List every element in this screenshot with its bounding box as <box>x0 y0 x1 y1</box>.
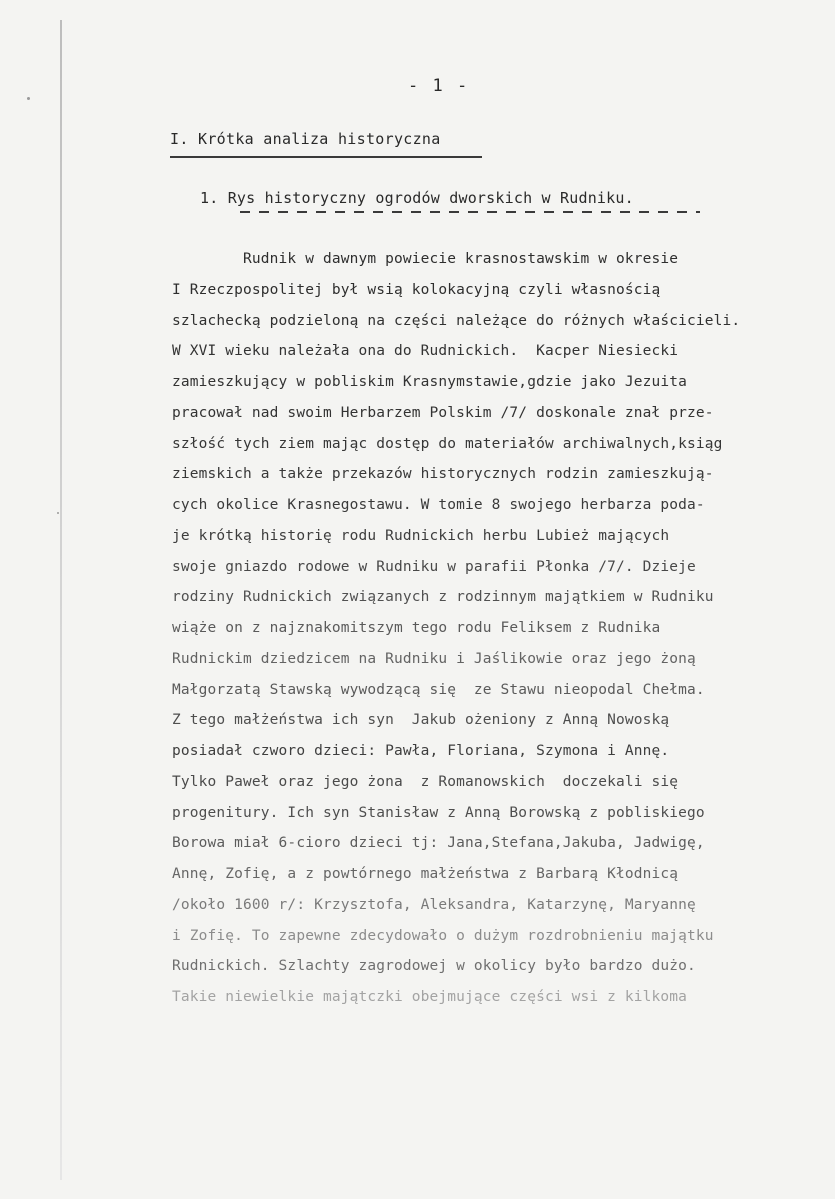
body-text-line: szłość tych ziem mając dostęp do materiałów archiwalnych,ksiąg <box>172 435 723 452</box>
page-number: - 1 - <box>408 76 470 96</box>
body-text-line: i Zofię. To zapewne zdecydowało o dużym rozdrobnieniu majątku <box>172 927 714 944</box>
body-text-line: rodziny Rudnickich związanych z rodzinnym majątkiem w Rudniku <box>172 589 714 606</box>
body-text-line: ziemskich a także przekazów historycznych rodzin zamieszkują- <box>172 466 714 483</box>
body-text-line: swoje gniazdo rodowe w Rudniku w parafii Płonka /7/. Dzieje <box>172 558 696 575</box>
body-text-line: Z tego małżeństwa ich syn Jakub ożeniony z Anną Nowoską <box>172 712 670 729</box>
body-text-line: Rudnik w dawnym powiecie krasnostawskim w okresie <box>172 251 679 267</box>
body-text-line: W XVI wieku należała ona do Rudnickich. Kacper Niesiecki <box>172 343 679 360</box>
section-heading-underline <box>170 156 482 158</box>
dust-speck <box>27 97 30 100</box>
body-text-line: Małgorzatą Stawską wywodzącą się ze Stawu nieopodal Chełma. <box>172 681 705 698</box>
body-text-line: posiadał czworo dzieci: Pawła, Floriana, Szymona i Annę. <box>172 743 670 759</box>
body-text-line: Rudnickich. Szlachty zagrodowej w okolicy było bardzo dużo. <box>172 958 696 975</box>
section-heading: I. Krótka analiza historyczna <box>170 130 441 148</box>
body-text-line: /około 1600 r/: Krzysztofa, Aleksandra, Katarzynę, Maryannę <box>172 896 696 913</box>
body-text-line: szlachecką podzieloną na części należące do różnych właścicieli. <box>172 312 741 329</box>
body-text-line: je krótką historię rodu Rudnickich herbu Lubież mających <box>172 527 670 544</box>
body-text <box>172 248 822 1017</box>
subsection-dashed-underline <box>240 211 700 213</box>
body-text-line: pracował nad swoim Herbarzem Polskim /7/ doskonale znał prze- <box>172 404 714 421</box>
body-text-line: Tylko Paweł oraz jego żona z Romanowskich doczekali się <box>172 773 679 790</box>
body-text-line: Takie niewielkie majątczki obejmujące części wsi z kilkoma <box>172 989 688 1005</box>
body-text-line: Borowa miał 6-cioro dzieci tj: Jana,Stefana,Jakuba, Jadwigę, <box>172 835 705 852</box>
body-text-line: I Rzeczpospolitej był wsią kolokacyjną czyli własnością <box>172 281 661 298</box>
left-margin-shadow <box>60 20 62 1180</box>
body-text-line: Rudnickim dziedzicem na Rudniku i Jaślikowie oraz jego żoną <box>172 650 696 667</box>
body-text-line: Annę, Zofię, a z powtórnego małżeństwa z Barbarą Kłodnicą <box>172 866 679 882</box>
subsection-heading: 1. Rys historyczny ogrodów dworskich w Rudniku. <box>200 189 634 207</box>
body-text-line: wiąże on z najznakomitszym tego rodu Feliksem z Rudnika <box>172 620 661 636</box>
dust-speck <box>57 512 59 514</box>
body-text-line: zamieszkujący w pobliskim Krasnymstawie,gdzie jako Jezuita <box>172 374 688 390</box>
body-text-line: progenitury. Ich syn Stanisław z Anną Borowską z pobliskiego <box>172 804 705 821</box>
body-text-line: cych okolice Krasnegostawu. W tomie 8 swojego herbarza poda- <box>172 497 705 513</box>
